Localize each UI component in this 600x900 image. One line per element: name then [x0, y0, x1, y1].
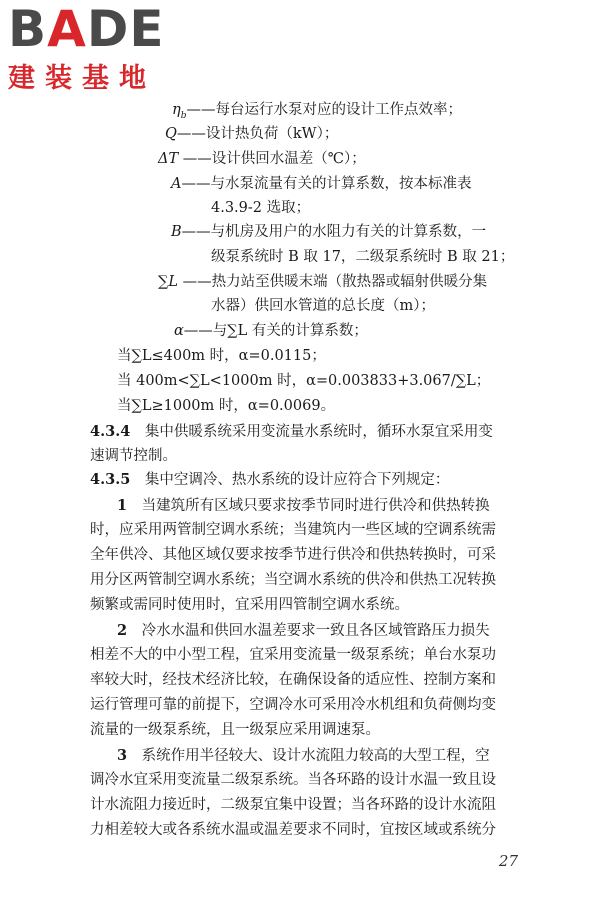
clause-number: 4.3.5 [90, 471, 131, 488]
def-alpha: α——与∑L 有关的计算系数； [174, 323, 368, 339]
item-1-line-5: 频繁或需同时使用时，宜采用四管制空调水系统。 [90, 597, 409, 613]
def-b-cont: 级泵系统时 B 取 17，二级泵系统时 B 取 21； [211, 249, 515, 265]
clause-434-cont: 速调节控制。 [90, 448, 177, 464]
item-2-line-5: 流量的一级泵系统，且一级泵应采用调速泵。 [90, 722, 380, 738]
item-3-line-2: 调冷水宜采用变流量二级泵系统。当各环路的设计水温一致且设 [90, 772, 496, 788]
def-sum-l-cont: 水器）供回水管道的总长度（m）； [211, 298, 435, 314]
condition-1: 当∑L≤400m 时，α=0.0115； [117, 348, 326, 364]
clause-435: 4.3.5 集中空调冷、热水系统的设计应符合下列规定： [90, 471, 450, 488]
item-2-line-1: 2 冷水水温和供回水温差要求一致且各区域管路压力损失 [117, 622, 490, 639]
clause-number: 4.3.4 [90, 423, 131, 440]
item-1-line-4: 用分区两管制空调水系统；当空调水系统的供冷和供热工况转换 [90, 572, 496, 588]
item-3-line-1: 3 系统作用半径较大、设计水流阻力较高的大型工程，空 [117, 747, 490, 764]
def-eta: $\eta_b——$每台运行水泵对应的设计工作点效率； [172, 102, 462, 121]
item-3-line-4: 力相差较大或各系统水温或温差要求不同时，宜按区域或系统分 [90, 822, 496, 838]
item-2-line-4: 运行管理可靠的前提下，空调冷水可采用冷水机组和负荷侧均变 [90, 697, 496, 713]
condition-2: 当 400m<∑L<1000m 时，α=0.003833+3.067/∑L； [117, 373, 491, 389]
def-q: Q——设计热负荷（kW）； [165, 126, 339, 142]
item-1-line-2: 时，应采用两管制空调水系统；当建筑内一些区域的空调系统需 [90, 522, 496, 538]
def-b: B——与机房及用户的水阻力有关的计算系数，一 [171, 224, 487, 240]
page-number: 27 [498, 852, 518, 870]
logo-chinese: 建装基地 [8, 63, 156, 94]
def-a-cont: 4.3.9-2 选取； [211, 200, 311, 216]
item-3-line-3: 计水流阻力接近时，二级泵宜集中设置；当各环路的设计水流阻 [90, 797, 496, 813]
item-2-line-3: 率较大时，经技术经济比较，在确保设备的适应性、控制方案和 [90, 672, 496, 688]
bade-logo [8, 0, 165, 95]
def-a: A——与水泵流量有关的计算系数，按本标准表 [171, 176, 472, 192]
item-1-line-3: 全年供冷、其他区域仅要求按季节进行供冷和供热转换时，可采 [90, 547, 496, 563]
condition-3: 当∑L≥1000m 时，α=0.0069。 [117, 398, 336, 414]
item-2-line-2: 相差不大的中小型工程，宜采用变流量一级泵系统；单台水泵功 [90, 647, 496, 663]
clause-434: 4.3.4 集中供暖系统采用变流量水系统时，循环水泵宜采用变 [90, 423, 493, 440]
def-sum-l: ∑L ——热力站至供暖末端（散热器或辐射供暖分集 [158, 274, 488, 290]
def-delta-t: ΔT ——设计供回水温差（℃）； [158, 151, 366, 167]
item-1-line-1: 1 当建筑所有区域只要求按季节同时进行供冷和供热转换 [117, 497, 490, 514]
logo-wordmark: BADE [8, 0, 165, 58]
